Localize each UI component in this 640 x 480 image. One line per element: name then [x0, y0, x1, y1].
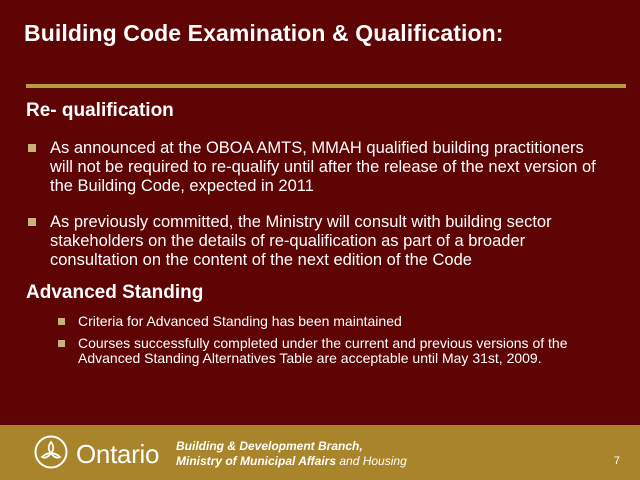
bullet-text: As previously committed, the Ministry will consult with building sector stakeholders on the details of re-qualification as part of a broader consultation on the content of the next edition of the Code — [50, 213, 552, 269]
page-number: 7 — [613, 455, 620, 467]
ministry-name: Ministry of Municipal Affairs — [176, 454, 337, 468]
ministry-name-rest: and Housing — [336, 454, 407, 468]
branch-line-1: Building & Development Branch, — [176, 439, 363, 453]
square-bullet-icon — [28, 218, 36, 226]
section-heading-advanced-standing: Advanced Standing — [26, 282, 204, 303]
slide-title: Building Code Examination & Qualification: — [24, 20, 504, 46]
footer-bar — [0, 425, 640, 480]
bullet-text: Courses successfully completed under the current and previous versions of the Advanced Standing Alternatives Table are acceptable until May 31st, 2009. — [78, 334, 568, 366]
advanced-standing-bullet-list — [58, 314, 578, 367]
section-heading-requalification: Re- qualification — [26, 100, 174, 121]
list-item — [58, 336, 578, 367]
square-bullet-icon — [28, 144, 36, 152]
title-divider — [26, 84, 626, 88]
list-item — [28, 139, 608, 196]
requalification-bullet-list — [28, 139, 608, 270]
branch-name — [176, 439, 407, 469]
bullet-text: Criteria for Advanced Standing has been maintained — [78, 313, 402, 329]
ontario-logo-text: Ontario — [76, 439, 160, 469]
square-bullet-icon — [58, 318, 65, 325]
list-item — [28, 213, 608, 270]
square-bullet-icon — [58, 340, 65, 347]
ontario-trillium-icon — [34, 435, 68, 469]
list-item — [58, 314, 578, 330]
bullet-text: As announced at the OBOA AMTS, MMAH qualified building practitioners will not be required to re-qualify until after the release of the next version of the Building Code, expected in 2011 — [50, 139, 596, 195]
